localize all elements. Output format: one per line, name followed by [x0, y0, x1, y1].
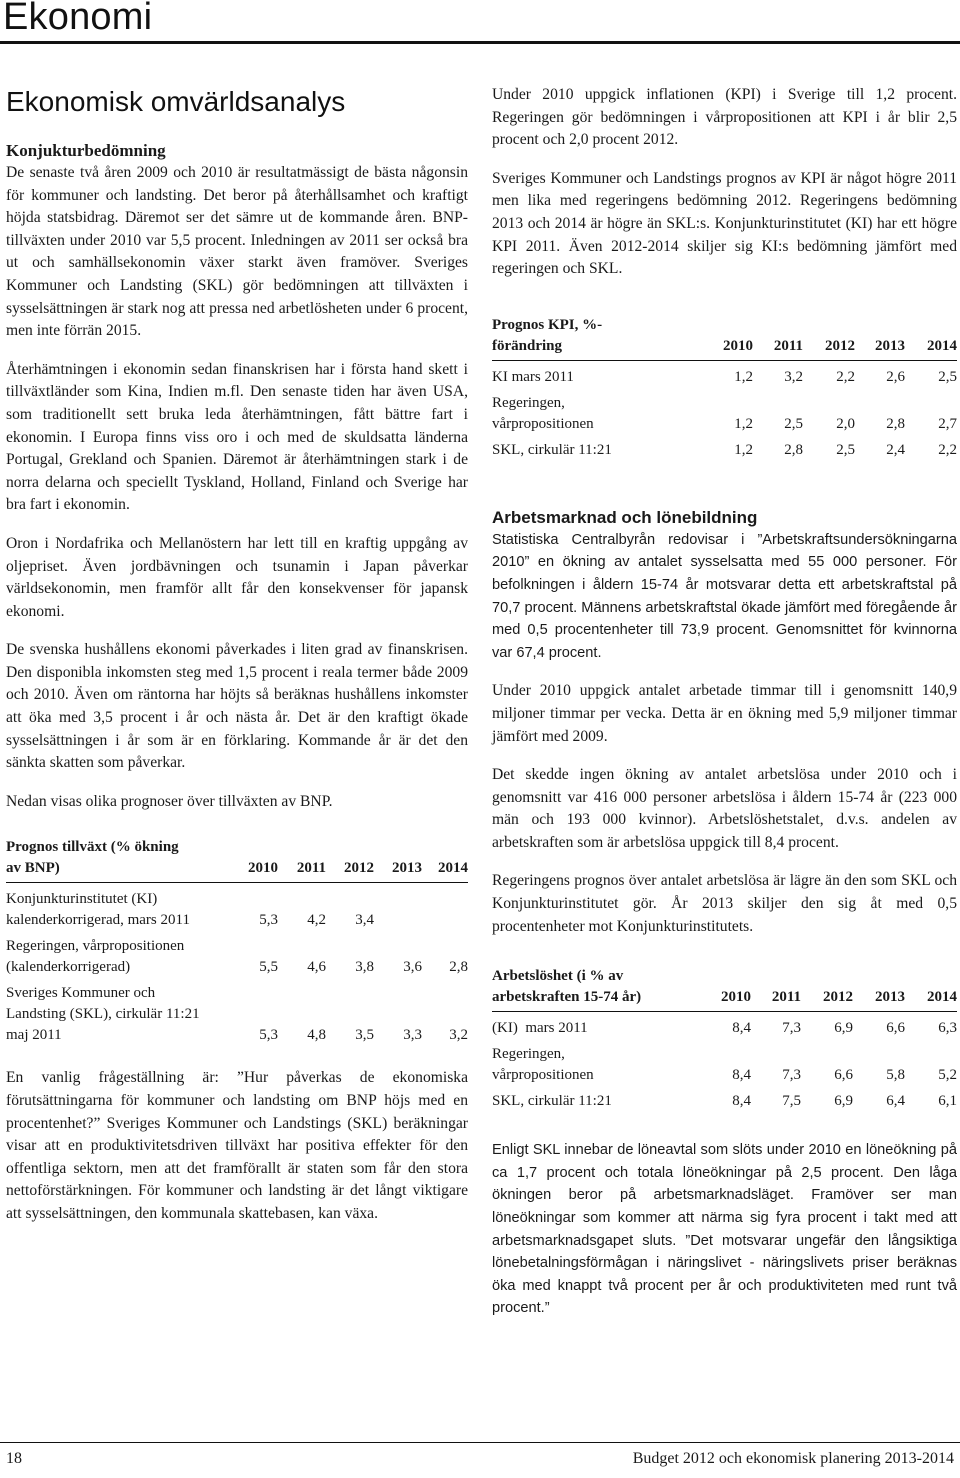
table-cell: 2,5	[784, 415, 803, 432]
row-label: Regeringen, vårpropositionen	[492, 1046, 594, 1084]
table-cell	[374, 883, 422, 937]
table-header-year: 2014	[438, 860, 468, 877]
row-label: SKL, cirkulär 11:21	[492, 441, 612, 458]
table-cell: 2,0	[836, 415, 855, 432]
table-row	[492, 440, 957, 466]
publication-title: Budget 2012 och ekonomisk planering 2013-2014	[632, 1450, 954, 1467]
row-label: KI mars 2011	[492, 368, 574, 385]
table-cell: 2,6	[886, 368, 905, 385]
left-column	[6, 84, 468, 1226]
header-bar	[0, 0, 960, 40]
paragraph: En vanlig frågeställning är: ”Hur påverkas de ekonomiska förutsättningarna för kommuner och landsting om BNP höjs med en procentenhet?” Sveriges Kommuner och Landstings (SKL) beräkningar visar att en produktivitetsdriven tillväxt har positiva effekter för den offentliga sektorn, men att det framförallt är staten som får den stora nettoförstärkningen. För kommuner och landsting är det långt viktigare att sysselsättningen, den kommunala skattebasen, kan växa.	[6, 1069, 468, 1222]
table-cell: 1,2	[734, 441, 753, 458]
table-cell: 2,2	[938, 441, 957, 458]
table-cell: 2,5	[938, 368, 957, 385]
row-label: Regeringen, vårpropositionen (kalenderkorrigerad)	[6, 938, 185, 976]
header-rule	[0, 41, 960, 44]
table-cell	[422, 883, 468, 937]
section-heading: Ekonomisk omvärldsanalys	[6, 86, 346, 117]
table-cell: 8,4	[732, 1067, 751, 1084]
table-cell: 7,3	[782, 1067, 801, 1084]
table-cell: 3,3	[403, 1027, 422, 1044]
table-cell: 4,8	[307, 1027, 326, 1044]
right-column	[492, 84, 957, 1320]
table-cell: 3,2	[449, 1027, 468, 1044]
paragraph: De svenska hushållens ekonomi påverkades i liten grad av finanskrisen. Den disponibla inkomsten steg med 1,5 procent i reala termer både 2009 och 2010. Även om räntorna har höjts så beräknas hushållens inkomster att öka med 3,5 procent i år och nästa år. Det är den kraftigt ökade sysselsättningen i år som är en förklaring. Kommande år är det den sänkta skatten som påverkar.	[6, 641, 468, 772]
table-cell: 5,2	[938, 1067, 957, 1084]
paragraph: Regeringens prognos över antalet arbetslösa är lägre än den som SKL och Konjunkturinstitutet gör. År 2013 skiljer den sig åt med 0,5 procentenheter mot Konjunkturinstitutets.	[492, 872, 957, 935]
table-header-row	[492, 966, 957, 1012]
table-cell: 7,5	[782, 1093, 801, 1110]
table-row	[492, 1012, 957, 1045]
table-header-year: 2011	[773, 337, 803, 354]
table-cell: 6,9	[834, 1020, 853, 1037]
table-cell: 8,4	[732, 1093, 751, 1110]
table-header-row	[6, 837, 468, 883]
table-cell: 2,7	[938, 415, 957, 432]
paragraph: Återhämtningen i ekonomin sedan finanskrisen har i första hand skett i tillväxtländer som Kina, Indien m.fl. Den senaste tiden har även USA, som traditionellt sett bruka leda återhämtningen, fått bättre fart i ekonomin. I Europa finns viss oro i och med de skuldsatta länderna Portugal, Grekland och Spanien. Däremot är återhämtningen stark i de norra delarna och speciellt Tyskland, Holland, Finland och Sverige har bra fart i ekonomin.	[6, 360, 468, 514]
table-cell: 4,2	[307, 912, 326, 929]
table-cell: 3,4	[355, 912, 374, 929]
table-cell: 2,2	[836, 368, 855, 385]
paragraph: De senaste två åren 2009 och 2010 är resultatmässigt de bästa någonsin för kommuner och landsting. Det beror på återhållsamhet och kraftigt höjda statsbidrag. Däremot ser det sämre ut de kommande åren. BNP-tillväxten under 2010 var 5,5 procent. Inledningen av 2011 ser också bra ut och samhällsekonomin växer starkt även framöver. Sveriges Kommuner och Landsting (SKL) gör bedömningen att tillväxten i sysselsättningen är stark nog att pressa ned arbetlösheten under 6 procent, men inte förrän 2015.	[6, 164, 468, 340]
table-cell: 6,6	[886, 1020, 905, 1037]
table-cell: 7,3	[782, 1020, 801, 1037]
table-row	[6, 883, 468, 937]
subheading-labor-market: Arbetsmarknad och lönebildning	[492, 507, 758, 527]
labor-market-section	[492, 506, 957, 665]
unemployment-forecast-table	[492, 966, 957, 1117]
paragraph: Under 2010 uppgick inflationen (KPI) i Sverige till 1,2 procent. Regeringen gör bedömningen i vårpropositionen att KPI i år blir 2,5 procent och 2,0 procent 2012.	[492, 86, 957, 149]
table-row	[6, 936, 468, 983]
table-cell: 2,4	[886, 441, 905, 458]
table-cell: 8,4	[732, 1020, 751, 1037]
table-header-year: 2013	[392, 860, 422, 877]
table-cell: 6,6	[834, 1067, 853, 1084]
table-cell: 6,4	[886, 1093, 905, 1110]
table-cell: 1,2	[734, 368, 753, 385]
table-cell: 2,5	[836, 441, 855, 458]
table-row	[492, 1044, 957, 1091]
table-header-row	[492, 315, 957, 361]
table-row	[6, 983, 468, 1051]
table-cell: 5,3	[259, 1027, 278, 1044]
row-label: Konjunkturinstitutet (KI) kalenderkorrigerad, mars 2011	[6, 891, 190, 929]
table-header-year: 2012	[344, 860, 374, 877]
table-row	[492, 393, 957, 440]
table-cell: 5,3	[259, 912, 278, 929]
table-cell: 6,3	[938, 1020, 957, 1037]
paragraph: Statistiska Centralbyrån redovisar i ”Arbetskraftsundersökningarna 2010” en ökning av antalet sysselsatta med 55 000 personer. För befolkningen i åldern 15-74 år motsvarar detta ett arbetskraftstal på 70,7 procent. Männens arbetskraftstal ökade jämfört med föregående år med 0,5 procentenheter till 73,9 procent. Genomsnittet för kvinnorna var 67,4 procent.	[492, 531, 957, 661]
table-cell: 5,5	[259, 959, 278, 976]
table-cell: 3,2	[784, 368, 803, 385]
table-cell: 6,1	[938, 1093, 957, 1110]
table-header-year: 2011	[771, 989, 801, 1006]
table-header-year: 2013	[875, 337, 905, 354]
row-label: Regeringen, vårpropositionen	[492, 394, 594, 432]
table-cell: 1,2	[734, 415, 753, 432]
table-header-label: Prognos tillväxt (% ökning av BNP)	[6, 839, 179, 877]
page-title: Ekonomi	[3, 0, 153, 38]
table-cell: 5,8	[886, 1067, 905, 1084]
table-header-label: Prognos KPI, %-förändring	[492, 316, 603, 354]
table-header-year: 2012	[823, 989, 853, 1006]
table-header-year: 2011	[296, 860, 326, 877]
table-cell: 6,9	[834, 1093, 853, 1110]
table-header-year: 2014	[927, 989, 957, 1006]
table-row	[492, 360, 957, 393]
page-number: 18	[6, 1450, 22, 1467]
table-header-year: 2013	[875, 989, 905, 1006]
table-cell: 4,6	[307, 959, 326, 976]
wage-section	[492, 1139, 957, 1320]
footer-rule	[0, 1442, 960, 1443]
table-header-year: 2010	[723, 337, 753, 354]
table-cell: 3,8	[355, 959, 374, 976]
paragraph: Oron i Nordafrika och Mellanöstern har lett till en kraftig uppgång av oljepriset. Även jordbävningen och tsunamin i Japan påverkar världsekonomin, men framför allt får den konsekvenser för japansk ekonomi.	[6, 534, 468, 620]
row-label: Sveriges Kommuner och Landsting (SKL), cirkulär 11:21 maj 2011	[6, 985, 200, 1044]
paragraph: Under 2010 uppgick antalet arbetade timmar till i genomsnitt 140,9 miljoner timmar per vecka. Detta är en ökning med 5,9 miljoner timmar jämfört med 2009.	[492, 682, 957, 745]
paragraph: Det skedde ingen ökning av antalet arbetslösa under 2010 och i genomsnitt var 416 000 personer arbetslösa i åldern 15-74 år (223 000 män och 193 000 kvinnor). Arbetslöshetstalet, d.v.s. andelen av arbetskraften som är arbetslösa uppgick till 8,4 procent.	[492, 766, 957, 851]
table-header-year: 2014	[927, 337, 957, 354]
row-label: (KI) mars 2011	[492, 1020, 588, 1037]
paragraph: Enligt SKL innebar de löneavtal som slöts under 2010 en löneökning på ca 1,7 procent och totala löneökningar på 2,5 procent. Den låga ökningen beror på arbetsmarknadsläget. Framöver ser man löneökningar som kommer att närma sig fyra procent i takt med att arbetsmarknadsgapet sluts. ”Det motsvarar ungefär den långsiktiga lönebetalningsförmågan i näringslivet - näringslivets priser beräknas öka med knappt två procent per år och produktiviteten med runt två procent.”	[492, 1142, 957, 1317]
table-cell: 2,8	[784, 441, 803, 458]
table-row	[492, 1091, 957, 1117]
table-cell: 3,5	[355, 1027, 374, 1044]
table-header-label: Arbetslöshet (i % av arbetskraften 15-74 år)	[492, 968, 642, 1006]
subheading-konjunktur: Konjukturbedömning	[6, 141, 166, 160]
bnp-forecast-table	[6, 837, 468, 1051]
paragraph: Nedan visas olika prognoser över tillväxten av BNP.	[6, 792, 333, 810]
row-label: SKL, cirkulär 11:21	[492, 1093, 612, 1110]
table-header-year: 2010	[721, 989, 751, 1006]
table-cell: 2,8	[449, 959, 468, 976]
table-cell: 3,6	[403, 959, 422, 976]
paragraph: Sveriges Kommuner och Landstings prognos av KPI är något högre 2011 men lika med regeringens bedömning 2012. Regeringens bedömning 2013 och 2014 är högre än SKL:s. Konjunkturinstitutet (KI) har ett högre KPI 2011. Även 2012-2014 skiljer sig KI:s bedömning jämfört med regeringen och SKL.	[492, 169, 957, 278]
table-header-year: 2010	[248, 860, 278, 877]
kpi-forecast-table	[492, 315, 957, 466]
table-header-year: 2012	[825, 337, 855, 354]
table-cell: 2,8	[886, 415, 905, 432]
